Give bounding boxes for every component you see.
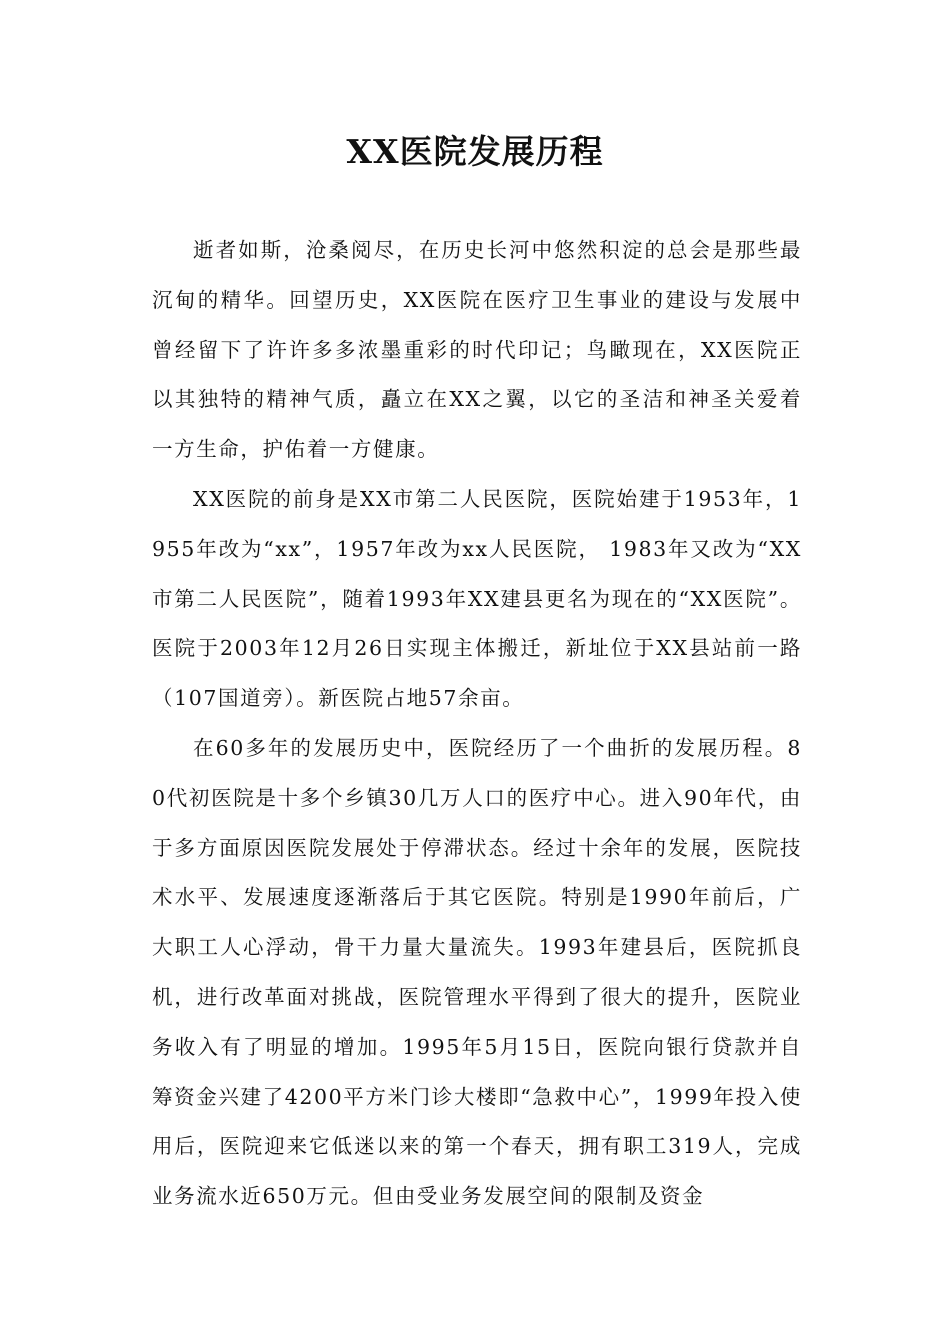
document-body <box>152 226 802 1222</box>
paragraph-development: 在60多年的发展历史中，医院经历了一个曲折的发展历程。80代初医院是十多个乡镇30几万人口的医疗中心。进入90年代，由于多方面原因医院发展处于停滞状态。经过十余年的发展，医院技术水平、发展速度逐渐落后于其它医院。特别是1990年前后，广大职工人心浮动，骨干力量大量流失。1993年建县后，医院抓良机，进行改革面对挑战，医院管理水平得到了很大的提升，医院业务收入有了明显的增加。1995年5月15日，医院向银行贷款并自筹资金兴建了4200平方米门诊大楼即“急救中心”，1999年投入使用后，医院迎来它低迷以来的第一个春天，拥有职工319人，完成业务流水近650万元。但由受业务发展空间的限制及资金 <box>152 735 802 1209</box>
paragraph-intro: 逝者如斯，沧桑阅尽，在历史长河中悠然积淀的总会是那些最沉甸的精华。回望历史，XX医院在医疗卫生事业的建设与发展中曾经留下了许许多多浓墨重彩的时代印记；鸟瞰现在，XX医院正以其独特的精神气质，矗立在XX之翼，以它的圣洁和神圣关爱着一方生命，护佑着一方健康。 <box>152 238 802 462</box>
paragraph-history: XX医院的前身是XX市第二人民医院，医院始建于1953年，1955年改为“xx”，1957年改为xx人民医院， 1983年又改为“XX市第二人民医院”，随着1993年XX建县更名为现在的“XX医院”。医院于2003年12月26日实现主体搬迁，新址位于XX县站前一路（107国道旁）。新医院占地57余亩。 <box>152 486 802 711</box>
document-title: XX医院发展历程 <box>346 132 604 171</box>
